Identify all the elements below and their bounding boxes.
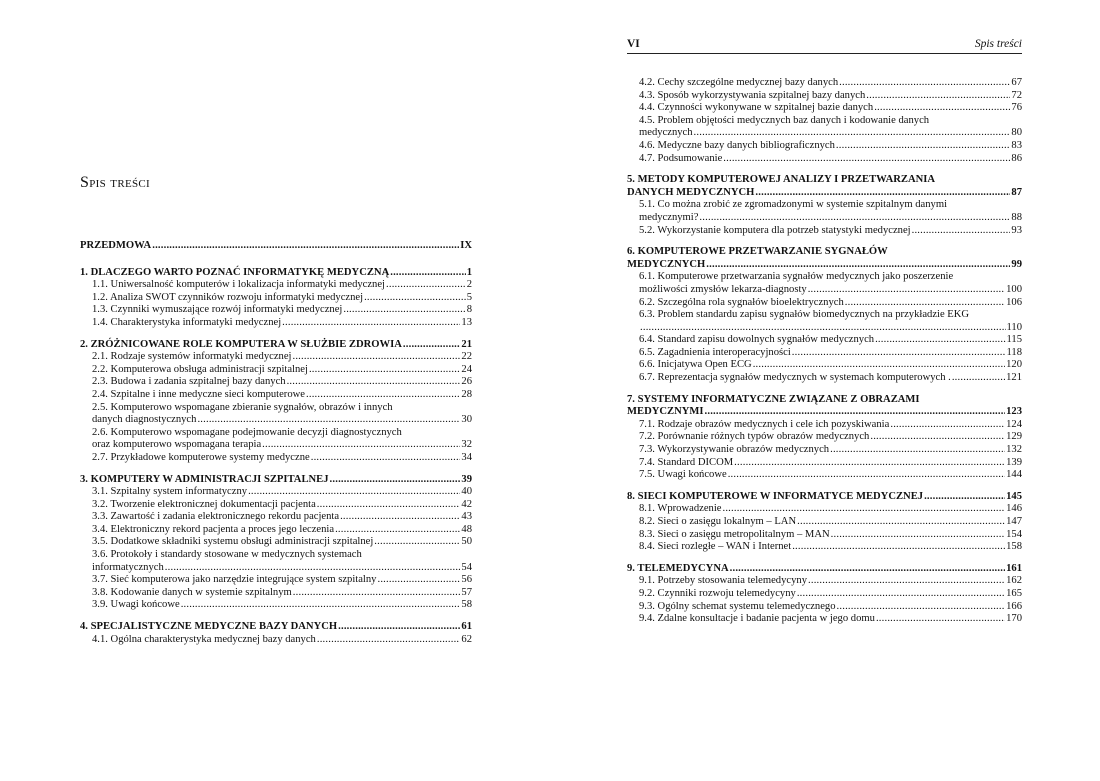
toc-page-number: 26 <box>461 376 472 388</box>
leader-dots <box>317 634 461 647</box>
toc-entry-label: 2.3. Budowa i zadania szpitalnej bazy danych <box>92 376 286 388</box>
toc-page-number: 88 <box>1011 211 1022 223</box>
toc-entry-label: medycznych <box>639 127 693 139</box>
toc-entry-label: 6.2. Szczególna rola sygnałów bioelektrycznych <box>639 296 844 308</box>
toc-entry-label: 7.2. Porównanie różnych typów obrazów medycznych <box>639 431 870 443</box>
leader-dots <box>808 575 1005 588</box>
toc-page-number: 42 <box>461 498 472 510</box>
toc-entry-label: możliwości zmysłów lekarza-diagnosty <box>639 283 807 295</box>
leader-dots <box>364 292 466 305</box>
leader-dots <box>309 364 460 377</box>
toc-entry-label: 9.2. Czynniki rozwoju telemedycyny <box>639 587 796 599</box>
leader-dots <box>330 474 461 487</box>
toc-entry-label: 3.3. Zawartość i zadania elektronicznego rekordu pacjenta <box>92 511 340 523</box>
toc-section[interactable] <box>627 601 1022 614</box>
leader-dots <box>723 153 1010 166</box>
toc-section[interactable] <box>627 347 1022 360</box>
leader-dots <box>831 529 1005 542</box>
toc-entry-label: MEDYCZNYCH <box>627 258 706 270</box>
toc-entry-label: 1.1. Uniwersalność komputerów i lokalizacja informatyki medycznej <box>92 279 386 291</box>
toc-section[interactable] <box>80 587 472 600</box>
toc-entry-label-line1: 5. METODY KOMPUTEROWEJ ANALIZY I PRZETWARZANIA <box>627 174 936 186</box>
toc-entry-label: 8.2. Sieci o zasięgu lokalnym – LAN <box>639 516 797 527</box>
toc-entry-label: 4.7. Podsumowanie <box>639 152 723 164</box>
leader-dots <box>197 414 460 427</box>
leader-dots <box>875 334 1005 347</box>
toc-chapter-heading[interactable] <box>627 563 1022 576</box>
toc-entry-label: 1.2. Analiza SWOT czynników rozwoju informatyki medycznej <box>92 291 364 303</box>
toc-section[interactable] <box>627 431 1022 444</box>
toc-page-number: 146 <box>1006 503 1022 515</box>
toc-section[interactable] <box>80 599 472 612</box>
toc-entry-label: 9.3. Ogólny schemat systemu telemedycznego <box>639 600 836 612</box>
toc-page-number: 132 <box>1006 444 1022 456</box>
toc-page-number: 144 <box>1006 469 1022 481</box>
toc-chapter-heading[interactable] <box>80 621 472 634</box>
toc-section[interactable] <box>80 402 472 427</box>
toc-chapter-2 <box>80 339 472 465</box>
toc-page-number: 83 <box>1011 139 1022 151</box>
leader-dots <box>730 563 1005 576</box>
leader-dots <box>706 259 1010 272</box>
toc-page-number: 39 <box>461 473 472 485</box>
toc-entry-label: 3.1. Szpitalny system informatyczny <box>92 486 248 498</box>
toc-entry-label: 8. SIECI KOMPUTEROWE W INFORMATYCE MEDYCZNEJ <box>627 490 924 502</box>
toc-section[interactable] <box>627 529 1022 542</box>
toc-entry-label: 1. DLACZEGO WARTO POZNAĆ INFORMATYKĘ MEDYCZNĄ <box>80 266 390 278</box>
leader-dots <box>386 279 466 292</box>
toc-entry-label: 4.1. Ogólna charakterystyka medycznej bazy danych <box>92 633 316 645</box>
toc-page-number: 154 <box>1006 528 1022 540</box>
toc-entry-label: 2.2. Komputerowa obsługa administracji szpitalnej <box>92 363 308 375</box>
toc-entry-label: 3.7. Sieć komputerowa jako narzędzie integrujące system szpitalny <box>92 574 377 586</box>
toc-page-number: 21 <box>461 338 472 350</box>
leader-dots <box>797 588 1005 601</box>
running-title: Spis treści <box>974 38 1022 50</box>
toc-page-number: 5 <box>466 291 472 303</box>
toc-entry-label: 1.3. Czynniki wymuszające rozwój informatyki medycznej <box>92 304 343 316</box>
leader-dots <box>403 339 461 352</box>
toc-section[interactable] <box>80 279 472 292</box>
toc-page-number: 28 <box>461 388 472 400</box>
toc-entry-label: 9. TELEMEDYCYNA <box>627 562 729 574</box>
toc-page-number: 162 <box>1006 575 1022 587</box>
toc-section[interactable] <box>627 444 1022 457</box>
toc-section[interactable] <box>627 516 1022 529</box>
leader-dots <box>808 284 1005 297</box>
toc-page-number: 40 <box>461 486 472 498</box>
leader-dots <box>876 613 1005 626</box>
toc-page-number: 110 <box>1006 321 1022 333</box>
leader-dots <box>699 212 1010 225</box>
toc-page-number: 166 <box>1006 600 1022 612</box>
toc-entry-label: 7.3. Wykorzystywanie obrazów medycznych <box>639 444 830 456</box>
toc-chapter-8 <box>627 491 1022 554</box>
toc-entry-label: 7.5. Uwagi końcowe <box>639 469 727 481</box>
toc-page-number: 22 <box>461 351 472 363</box>
toc-page-number: 30 <box>461 414 472 426</box>
toc-section[interactable] <box>80 427 472 452</box>
leader-dots <box>287 376 461 389</box>
toc-section[interactable] <box>80 574 472 587</box>
toc-section[interactable] <box>80 304 472 317</box>
page-number: VI <box>627 38 640 50</box>
toc-entry-label: 2.1. Rodzaje systemów informatyki medycznej <box>92 351 292 363</box>
toc-page-number: 34 <box>461 451 472 463</box>
toc-page-number: 115 <box>1006 334 1022 346</box>
toc-chapter-heading[interactable] <box>627 174 1022 199</box>
toc-page-number: 165 <box>1006 587 1022 599</box>
toc-section[interactable] <box>80 351 472 364</box>
toc-preface[interactable] <box>80 240 472 253</box>
toc-entry-label: 8.3. Sieci o zasięgu metropolitalnym – MAN <box>639 528 830 540</box>
toc-entry-label: 3.5. Dodatkowe składniki systemu obsługi administracji szpitalnej <box>92 536 374 548</box>
leader-dots <box>837 601 1006 614</box>
leader-dots <box>317 499 461 512</box>
toc-entry-label: 3.9. Uwagi końcowe <box>92 599 180 611</box>
toc-chapter-heading[interactable] <box>627 394 1022 419</box>
toc-page-number: 80 <box>1011 127 1022 139</box>
toc-section[interactable] <box>627 541 1022 554</box>
toc-page-number: 87 <box>1011 186 1022 198</box>
toc-section[interactable] <box>627 613 1022 626</box>
leader-dots <box>705 406 1006 419</box>
toc-entry-label: 7.4. Standard DICOM <box>639 456 734 468</box>
leader-dots <box>839 77 1010 90</box>
toc-entry-label: 3. KOMPUTERY W ADMINISTRACJI SZPITALNEJ <box>80 473 329 485</box>
toc-entry-label: 8.4. Sieci rozległe – WAN i Internet <box>639 541 792 553</box>
toc-page-number: 86 <box>1011 152 1022 164</box>
leader-dots <box>311 452 461 465</box>
toc-page-number: 121 <box>1006 372 1022 384</box>
toc-chapter-heading[interactable] <box>80 267 472 280</box>
toc-page-number: 129 <box>1006 431 1022 443</box>
toc-chapter-3 <box>80 474 472 613</box>
leader-dots <box>870 431 1005 444</box>
toc-page-number: 106 <box>1006 296 1022 308</box>
leader-dots <box>338 621 460 634</box>
toc-page-number: 67 <box>1011 77 1022 88</box>
leader-dots <box>866 90 1010 103</box>
toc-chapter-6 <box>627 246 1022 385</box>
toc-page-number: 123 <box>1006 406 1022 418</box>
leader-dots <box>248 486 460 499</box>
leader-dots <box>830 444 1005 457</box>
leader-dots <box>890 419 1005 432</box>
toc-entry-label: 6.4. Standard zapisu dowolnych sygnałów medycznych <box>639 334 875 346</box>
toc-entry-label: 9.4. Zdalne konsultacje i badanie pacjenta w jego domu <box>639 613 875 625</box>
toc-page-number: 62 <box>461 633 472 645</box>
toc-chapter-4-continued <box>627 77 1022 165</box>
toc-entry-label-line1: 3.6. Protokoły i standardy stosowane w medycznych systemach <box>92 549 362 561</box>
leader-dots <box>165 562 461 575</box>
toc-section[interactable] <box>627 419 1022 432</box>
toc-section[interactable] <box>80 292 472 305</box>
toc-entry-label: PRZEDMOWA <box>80 240 152 251</box>
toc-page-number: 8 <box>466 304 472 316</box>
leader-dots <box>152 240 459 253</box>
leader-dots <box>845 297 1005 310</box>
toc-chapter-5 <box>627 174 1022 237</box>
toc-entry-label-line1: 4.5. Problem objętości medycznych baz danych i kodowanie danych <box>639 114 930 126</box>
leader-dots <box>640 322 1006 335</box>
toc-page-number: 43 <box>461 511 472 523</box>
toc-section[interactable] <box>80 524 472 537</box>
toc-section[interactable] <box>80 317 472 330</box>
leader-dots <box>924 491 1005 504</box>
toc-entry-label: 3.8. Kodowanie danych w systemie szpitalnym <box>92 586 292 598</box>
toc-entry-label: 4.4. Czynności wykonywane w szpitalnej bazie danych <box>639 102 874 114</box>
toc-entry-label: 7.1. Rodzaje obrazów medycznych i cele ich pozyskiwania <box>639 418 890 430</box>
toc-section[interactable] <box>627 140 1022 153</box>
toc-section[interactable] <box>627 297 1022 310</box>
leader-dots <box>836 140 1010 153</box>
leader-dots <box>340 511 460 524</box>
toc-chapter-heading[interactable] <box>627 246 1022 271</box>
toc-page-number: 50 <box>461 536 472 548</box>
toc-chapter-7 <box>627 394 1022 482</box>
toc-entry-label: 3.2. Tworzenie elektronicznej dokumentacji pacjenta <box>92 498 316 510</box>
toc-entry-label: 2.7. Przykładowe komputerowe systemy medyczne <box>92 451 310 463</box>
leader-dots <box>722 503 1005 516</box>
toc-section[interactable] <box>627 309 1022 334</box>
toc-entry-label: 2.4. Szpitalne i inne medyczne sieci komputerowe <box>92 388 305 400</box>
toc-entry-label: MEDYCZNYMI <box>627 406 704 418</box>
toc-page-number: 61 <box>461 621 472 633</box>
toc-section[interactable] <box>627 102 1022 115</box>
toc-page-number: 139 <box>1006 456 1022 468</box>
page-title: Spis treści <box>80 174 150 191</box>
toc-section[interactable] <box>80 376 472 389</box>
toc-page-number: 118 <box>1006 346 1022 358</box>
toc-entry-label: oraz komputerowo wspomagana terapia <box>92 439 262 451</box>
toc-section[interactable] <box>80 511 472 524</box>
toc-section[interactable] <box>627 469 1022 482</box>
toc-list-right <box>627 77 1022 626</box>
toc-section[interactable] <box>627 90 1022 103</box>
toc-entry-label: 5.2. Wykorzystanie komputera dla potrzeb statystyki medycznej <box>639 224 911 236</box>
toc-page-number: 120 <box>1006 359 1022 371</box>
leader-dots <box>282 317 460 330</box>
toc-entry-label-line1: 2.5. Komputerowo wspomagane zbieranie sygnałów, obrazów i innych <box>92 401 393 413</box>
leader-dots <box>306 389 460 402</box>
toc-page-number: 2 <box>466 279 472 291</box>
leader-dots <box>694 127 1011 140</box>
toc-entry-label: 2. ZRÓŻNICOWANE ROLE KOMPUTERA W SŁUŻBIE ZDROWIA <box>80 338 402 350</box>
toc-section[interactable] <box>627 457 1022 470</box>
toc-entry-label: 8.1. Wprowadzenie <box>639 503 722 515</box>
toc-page-number: 58 <box>461 599 472 611</box>
toc-entry-label: 4.2. Cechy szczególne medycznej bazy danych <box>639 77 839 88</box>
toc-section[interactable] <box>80 452 472 465</box>
leader-dots <box>797 516 1005 529</box>
toc-entry-label: 9.1. Potrzeby stosowania telemedycyny <box>639 575 807 587</box>
toc-section[interactable] <box>80 499 472 512</box>
toc-entry-label: DANYCH MEDYCZNYCH <box>627 186 755 198</box>
toc-chapter-1 <box>80 267 472 330</box>
toc-page-number: 93 <box>1011 224 1022 236</box>
leader-dots <box>792 541 1005 554</box>
toc-entry-label: 1.4. Charakterystyka informatyki medycznej <box>92 316 282 328</box>
toc-entry-label-line1: 6.1. Komputerowe przetwarzania sygnałów medycznych jako poszerzenie <box>639 271 954 283</box>
leader-dots <box>734 457 1005 470</box>
leader-dots <box>262 439 460 452</box>
leader-dots <box>792 347 1006 360</box>
toc-chapter-heading[interactable] <box>80 339 472 352</box>
toc-page-number: 145 <box>1006 490 1022 502</box>
toc-section[interactable] <box>80 364 472 377</box>
toc-entry-label: 4.6. Medyczne bazy danych bibliograficznych <box>639 139 835 151</box>
toc-entry-label: 6.5. Zagadnienia interoperacyjności <box>639 346 791 358</box>
leader-dots <box>952 372 1005 385</box>
toc-section[interactable] <box>627 271 1022 296</box>
toc-page-number: 13 <box>461 316 472 328</box>
toc-page-number: 1 <box>466 266 472 278</box>
toc-section[interactable] <box>627 115 1022 140</box>
toc-section[interactable] <box>80 549 472 574</box>
toc-section[interactable] <box>627 199 1022 224</box>
toc-page-number: 48 <box>461 523 472 535</box>
toc-page-number: 56 <box>461 574 472 586</box>
leader-dots <box>912 225 1011 238</box>
toc-page-number: 76 <box>1011 102 1022 114</box>
toc-page-number: 54 <box>461 561 472 573</box>
toc-section[interactable] <box>80 536 472 549</box>
toc-entry-label: 4. SPECJALISTYCZNE MEDYCZNE BAZY DANYCH <box>80 621 338 633</box>
leader-dots <box>293 587 461 600</box>
toc-section[interactable] <box>80 389 472 402</box>
toc-entry-label-line1: 7. SYSTEMY INFORMATYCZNE ZWIĄZANE Z OBRAZAMI <box>627 393 920 405</box>
toc-chapter-4 <box>80 621 472 646</box>
toc-section[interactable] <box>627 588 1022 601</box>
toc-page-number: 24 <box>461 363 472 375</box>
toc-page-number: IX <box>460 240 472 251</box>
toc-section[interactable] <box>627 503 1022 516</box>
toc-page-number: 158 <box>1006 541 1022 553</box>
leader-dots <box>374 536 460 549</box>
leader-dots <box>755 187 1010 200</box>
toc-entry-label: medycznymi? <box>639 211 699 223</box>
leader-dots <box>377 574 460 587</box>
toc-section[interactable] <box>627 153 1022 166</box>
toc-section[interactable] <box>627 334 1022 347</box>
toc-section[interactable] <box>627 575 1022 588</box>
toc-section[interactable] <box>80 486 472 499</box>
toc-page-number: 170 <box>1006 613 1022 625</box>
leader-dots <box>753 359 1005 372</box>
leader-dots <box>728 469 1005 482</box>
leader-dots <box>874 102 1010 115</box>
toc-entry-label-line1: 6. KOMPUTEROWE PRZETWARZANIE SYGNAŁÓW <box>627 246 888 258</box>
toc-chapter-heading[interactable] <box>80 474 472 487</box>
toc-page-number: 147 <box>1006 516 1022 527</box>
toc-page-number: 124 <box>1006 418 1022 430</box>
toc-section[interactable] <box>80 634 472 647</box>
toc-chapter-9 <box>627 563 1022 626</box>
toc-section[interactable] <box>627 225 1022 238</box>
toc-entry-label: 4.3. Sposób wykorzystywania szpitalnej bazy danych <box>639 89 866 101</box>
toc-page-number: 99 <box>1011 258 1022 270</box>
leader-dots <box>343 304 465 317</box>
running-header <box>627 38 1022 54</box>
toc-entry-label: informatycznych <box>92 561 164 573</box>
toc-entry-label: 6.6. Inicjatywa Open ECG <box>639 359 752 371</box>
toc-entry-label: 3.4. Elektroniczny rekord pacjenta a proces jego leczenia <box>92 523 335 535</box>
toc-page-number: 57 <box>461 586 472 598</box>
toc-entry-label-line1: 5.1. Co można zrobić ze zgromadzonymi w systemie szpitalnym danymi <box>639 199 948 211</box>
leader-dots <box>390 267 465 280</box>
toc-page-number: 161 <box>1006 562 1022 574</box>
toc-entry-label: danych diagnostycznych <box>92 414 197 426</box>
toc-page-number: 72 <box>1011 89 1022 101</box>
leader-dots <box>181 599 461 612</box>
toc-section[interactable] <box>627 77 1022 90</box>
toc-entry-label-line1: 6.3. Problem standardu zapisu sygnałów biomedycznych na przykładzie EKG <box>639 309 970 321</box>
toc-section[interactable] <box>627 372 1022 385</box>
toc-chapter-heading[interactable] <box>627 491 1022 504</box>
leader-dots <box>335 524 460 537</box>
leader-dots <box>292 351 460 364</box>
toc-list-left <box>80 240 472 646</box>
toc-entry-label-line1: 2.6. Komputerowo wspomagane podejmowanie decyzji diagnostycznych <box>92 426 402 438</box>
toc-page-number: 32 <box>461 439 472 451</box>
toc-entry-label: 6.7. Reprezentacja sygnałów medycznych w systemach komputerowych . <box>639 372 951 384</box>
toc-section[interactable] <box>627 359 1022 372</box>
toc-page-number: 100 <box>1006 283 1022 295</box>
